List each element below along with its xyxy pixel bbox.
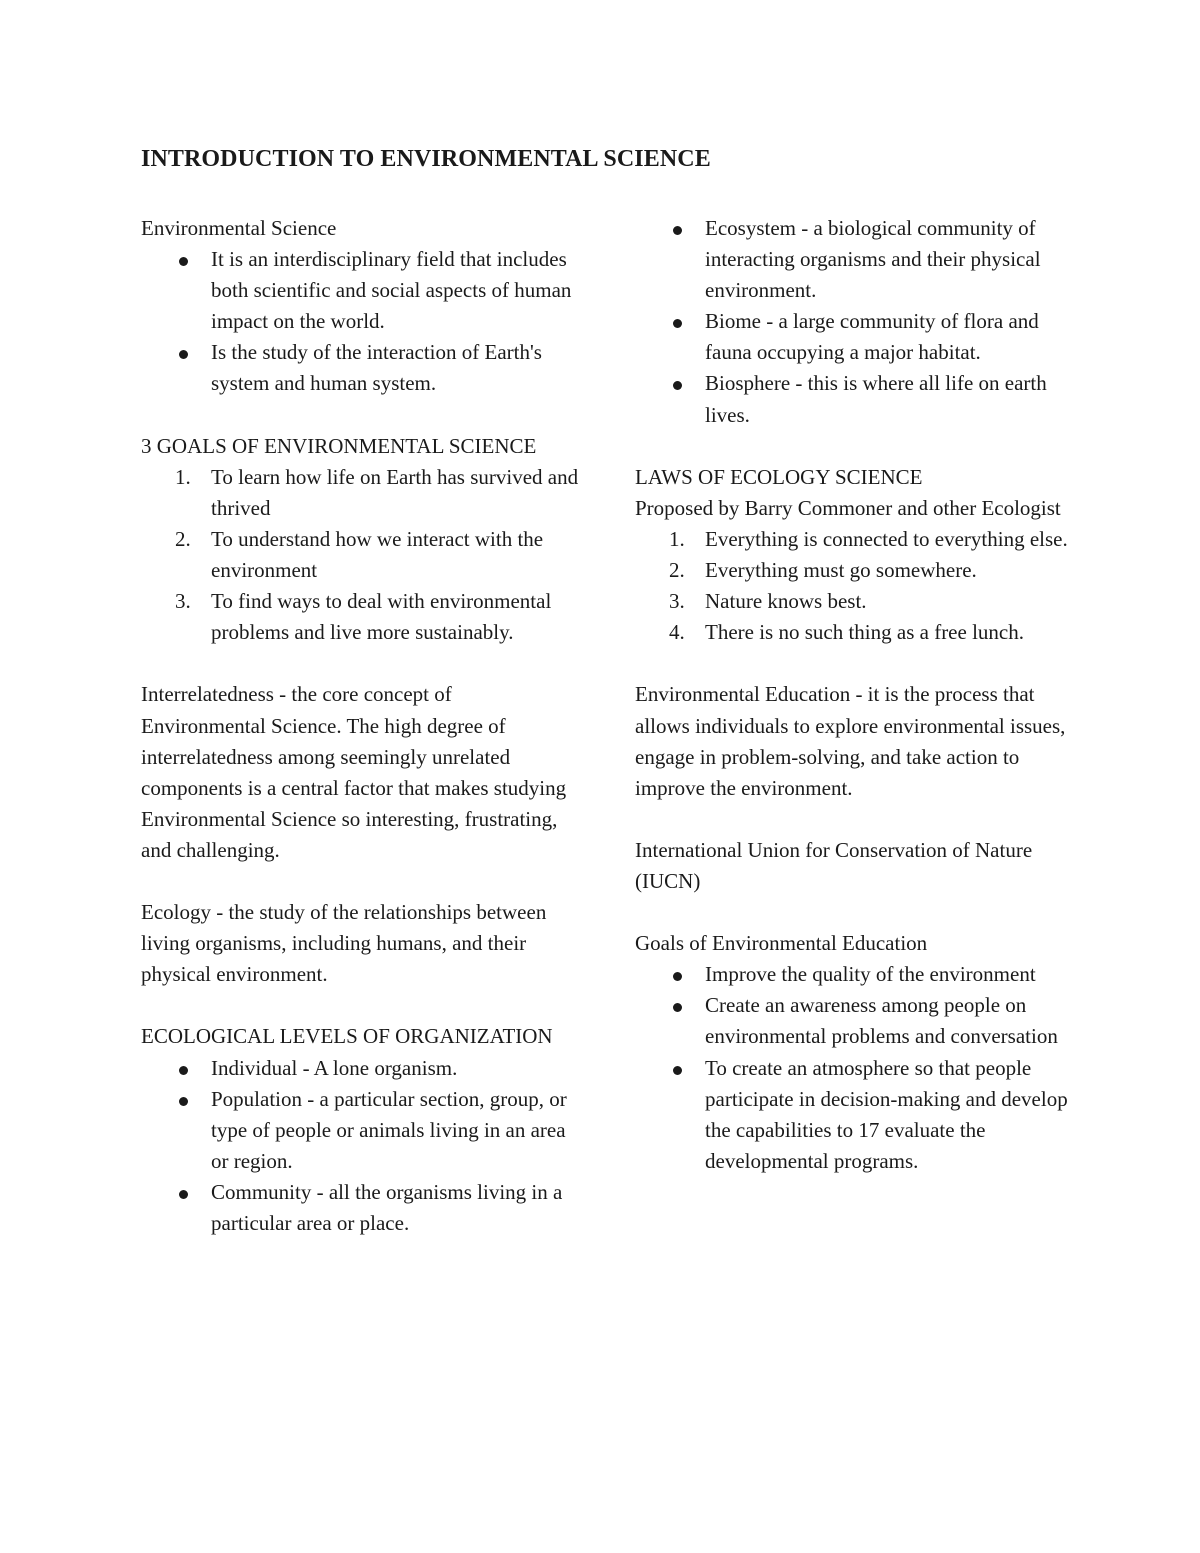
page-title: INTRODUCTION TO ENVIRONMENTAL SCIENCE bbox=[141, 146, 711, 172]
list-number: 3. bbox=[175, 589, 191, 614]
list-item: Biosphere - this is where all life on earth lives. bbox=[635, 368, 1075, 430]
environmental-science-section bbox=[141, 213, 581, 400]
list-item: Create an awareness among people on environmental problems and conversation bbox=[635, 990, 1075, 1052]
laws-of-ecology-section bbox=[635, 462, 1075, 649]
list-number: 1. bbox=[669, 526, 685, 551]
list-item: Population - a particular section, group, or type of people or animals living in an area or region. bbox=[141, 1084, 581, 1177]
list-number: 4. bbox=[669, 620, 685, 645]
ecology-section bbox=[141, 897, 581, 990]
paragraph: International Union for Conservation of Nature (IUCN) bbox=[635, 837, 1033, 893]
list-item: Individual - A lone organism. bbox=[141, 1053, 581, 1084]
ecological-levels-section bbox=[141, 1021, 581, 1239]
section-heading: 3 GOALS OF ENVIRONMENTAL SCIENCE bbox=[141, 433, 537, 458]
list-number: 2. bbox=[669, 558, 685, 583]
list-item-text: Nature knows best. bbox=[705, 589, 867, 614]
left-column bbox=[141, 213, 581, 1239]
list-item bbox=[635, 617, 1075, 648]
paragraph: Environmental Education - it is the process that allows individuals to explore environmental issues, engage in problem-solving, and take action to improve the environment. bbox=[635, 682, 1066, 800]
paragraph: Ecology - the study of the relationships between living organisms, including humans, and their physical environment. bbox=[141, 900, 547, 987]
list-item bbox=[141, 524, 581, 586]
list-item: Biome - a large community of flora and fauna occupying a major habitat. bbox=[635, 306, 1075, 368]
list-item bbox=[141, 462, 581, 524]
list-item bbox=[635, 555, 1075, 586]
paragraph: Interrelatedness - the core concept of Environmental Science. The high degree of interrelatedness among seemingly unrelated components is a central factor that makes studying Environmental Science so interesting, frustrating, and challenging. bbox=[141, 682, 567, 862]
list-item-text: Everything is connected to everything else. bbox=[705, 526, 1068, 551]
list-item: Community - all the organisms living in a particular area or place. bbox=[141, 1177, 581, 1239]
section-subheading: Proposed by Barry Commoner and other Ecologist bbox=[635, 495, 1061, 520]
goals-section bbox=[141, 431, 581, 649]
list-item-text: To find ways to deal with environmental problems and live more sustainably. bbox=[211, 589, 552, 645]
numbered-list bbox=[141, 462, 581, 649]
interrelatedness-section bbox=[141, 679, 581, 866]
bullet-list bbox=[635, 213, 1075, 431]
list-item: Is the study of the interaction of Earth's system and human system. bbox=[141, 337, 581, 399]
bullet-list bbox=[635, 959, 1075, 1177]
list-item bbox=[635, 586, 1075, 617]
list-item: Ecosystem - a biological community of interacting organisms and their physical environment. bbox=[635, 213, 1075, 306]
education-goals-section bbox=[635, 928, 1075, 1177]
list-item bbox=[141, 586, 581, 648]
ecological-levels-continued bbox=[635, 213, 1075, 431]
list-item: Improve the quality of the environment bbox=[635, 959, 1075, 990]
list-number: 3. bbox=[669, 589, 685, 614]
right-column bbox=[635, 213, 1075, 1177]
list-number: 2. bbox=[175, 526, 191, 551]
list-item-text: To understand how we interact with the environment bbox=[211, 526, 544, 583]
environmental-education-section bbox=[635, 679, 1075, 803]
numbered-list bbox=[635, 524, 1075, 648]
list-item-text: There is no such thing as a free lunch. bbox=[705, 620, 1024, 645]
iucn-section bbox=[635, 835, 1075, 897]
list-item: It is an interdisciplinary field that includes both scientific and social aspects of human impact on the world. bbox=[141, 244, 581, 337]
section-heading: Goals of Environmental Education bbox=[635, 931, 928, 956]
list-number: 1. bbox=[175, 464, 191, 489]
bullet-list bbox=[141, 244, 581, 399]
list-item bbox=[635, 524, 1075, 555]
list-item-text: Everything must go somewhere. bbox=[705, 558, 977, 583]
section-heading: ECOLOGICAL LEVELS OF ORGANIZATION bbox=[141, 1024, 553, 1049]
list-item-text: To learn how life on Earth has survived and thrived bbox=[211, 464, 579, 520]
bullet-list bbox=[141, 1053, 581, 1240]
section-heading: LAWS OF ECOLOGY SCIENCE bbox=[635, 464, 923, 489]
list-item: To create an atmosphere so that people participate in decision-making and develop the capabilities to 17 evaluate the developmental programs. bbox=[635, 1053, 1075, 1177]
section-heading: Environmental Science bbox=[141, 216, 337, 240]
